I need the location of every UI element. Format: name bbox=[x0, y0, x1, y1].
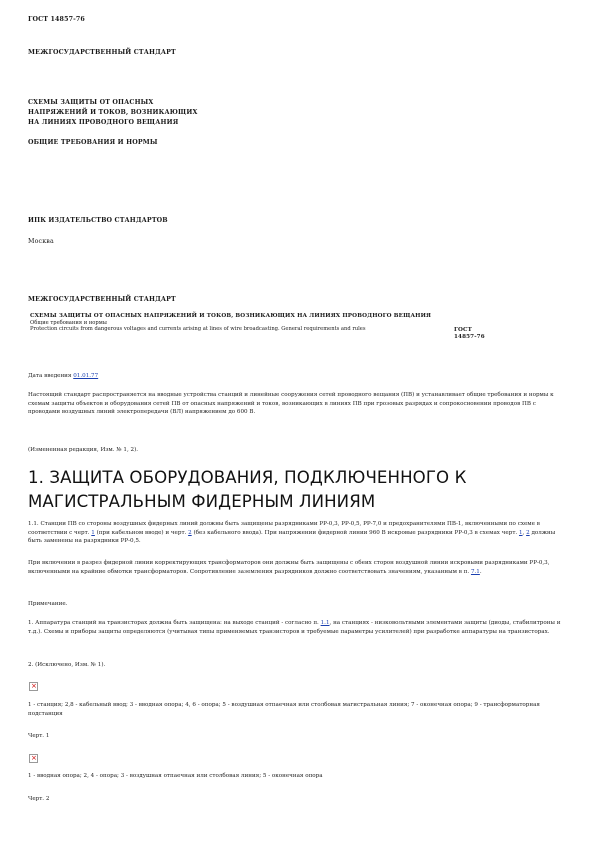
p1-1-text: (при кабельном вводе) и черт. bbox=[96, 529, 187, 536]
transformer-text: При включении в разрез фидерной линии корректирующих трансформаторов они должны быть защищены с обеих сторон воздушной линии искровыми разрядниками РР-0,3, включенными на крайние обмотки трансформаторов. Сопротивление заземления разрядников должно соответствовать значениям, указанным в п. bbox=[28, 560, 550, 575]
p1-1-text: должны быть заменены на разрядники РР-0,5. bbox=[28, 529, 556, 545]
clause-1-1-link[interactable]: 1.1 bbox=[320, 620, 330, 626]
figure-2-label: Черт. 2 bbox=[28, 796, 50, 802]
fig-2-link[interactable]: 2 bbox=[188, 529, 192, 536]
doc-title-line: НА ЛИНИЯХ ПРОВОДНОГО ВЕЩАНИЯ bbox=[28, 118, 179, 126]
header-english-title: Protection circuits from dangerous voltages and currents arising at lines of wire broadcasting. General requirements and rules bbox=[30, 326, 366, 332]
doc-subtitle: ОБЩИЕ ТРЕБОВАНИЯ И НОРМЫ bbox=[28, 139, 158, 146]
note-text-part: 1. Аппаратура станций на транзисторах должна быть защищена: на выходе станций - согласно п. bbox=[28, 620, 319, 626]
fig-1-link[interactable]: 1 bbox=[91, 529, 95, 536]
doc-code: ГОСТ 14857-76 bbox=[28, 16, 85, 23]
standard-header-table bbox=[28, 313, 533, 340]
revision-note: (Измененная редакция, Изм. № 1, 2). bbox=[28, 447, 139, 453]
note-text bbox=[28, 619, 568, 636]
header-title: СХЕМЫ ЗАЩИТЫ ОТ ОПАСНЫХ НАПРЯЖЕНИЙ И ТОКОВ, ВОЗНИКАЮЩИХ НА ЛИНИЯХ ПРОВОДНОГО ВЕЩАНИЯ bbox=[30, 313, 432, 319]
header-subtitle: Общие требования и нормы bbox=[30, 319, 107, 326]
city: Москва bbox=[28, 238, 54, 245]
note-text-part: , на станциях - низковольтными элементами защиты (диоды, стабилитроны и т.д.). Схемы и приборы защиты определяются (учитывая типы применяемых транзисторов и требуемые параметры усилителей) при разработке аппаратуры на транзисторах. bbox=[28, 620, 561, 635]
header-gost-number: 14857-76 bbox=[454, 333, 485, 340]
publisher: ИПК ИЗДАТЕЛЬСТВО СТАНДАРТОВ bbox=[28, 217, 168, 224]
figure-1-label: Черт. 1 bbox=[28, 733, 50, 739]
fig-2-link[interactable]: 2 bbox=[526, 529, 530, 536]
p1-1-text: , bbox=[522, 529, 525, 536]
doc-title-line: НАПРЯЖЕНИЙ И ТОКОВ, ВОЗНИКАЮЩИХ bbox=[28, 108, 198, 116]
interstate-standard-label-2: МЕЖГОСУДАРСТВЕННЫЙ СТАНДАРТ bbox=[28, 296, 176, 303]
intro-date-label: Дата введения bbox=[28, 373, 72, 379]
p1-1-text: 1.1. Станции ПВ со стороны воздушных фидерных линий должны быть защищены разрядниками РР-0,3, РР-0,5, РР-7,0 и предохранителями ПВ-1, включенными по схеме в соответствии с черт. bbox=[28, 521, 540, 536]
figure-2-caption: 1 - вводная опора; 2, 4 - опора; 3 - воздушная отпаечная или столбовая линия; 5 - оконечная опора bbox=[28, 773, 323, 779]
p1-1-text: (без кабельного ввода). При напряжении фидерной линии 960 В искровые разрядники РР-0,3 в схемах черт. bbox=[193, 529, 518, 536]
clause-7-1-link[interactable]: 7.1 bbox=[470, 568, 480, 575]
paragraph-transformer bbox=[28, 559, 568, 576]
intro-date-link[interactable]: 01.01.77 bbox=[73, 373, 99, 379]
doc-title-line: СХЕМЫ ЗАЩИТЫ ОТ ОПАСНЫХ bbox=[28, 99, 154, 106]
header-gost-label: ГОСТ bbox=[454, 327, 472, 333]
intro-date bbox=[28, 372, 568, 381]
doc-title bbox=[28, 98, 197, 127]
note-label: Примечание. bbox=[28, 601, 68, 607]
intro-paragraph: Настоящий стандарт распространяется на вводные устройства станций и линейные сооружения сетей проводного вещания (ПВ) и устанавливает общие требования и нормы к схемам защиты объектов и оборудования сетей ПВ от опасных напряжений и токов, возникающих в линиях ПВ при грозовых разрядах и сопрокосновении проводов ПВ с проводами воздушных линий электропередачи (ВЛ) напряжением до 600 В. bbox=[28, 392, 554, 416]
section-1-heading: 1. ЗАЩИТА ОБОРУДОВАНИЯ, ПОДКЛЮЧЕННОГО К МАГИСТРАЛЬНЫМ ФИДЕРНЫМ ЛИНИЯМ bbox=[28, 468, 467, 511]
note-2: 2. (Исключено, Изм. № 1). bbox=[28, 662, 106, 668]
broken-image-icon: × bbox=[31, 754, 37, 762]
broken-image-icon: × bbox=[31, 682, 37, 690]
fig-1-link[interactable]: 1 bbox=[518, 529, 523, 536]
transformer-text: . bbox=[479, 568, 482, 575]
figure-1-caption: 1 - станция; 2,8 - кабельный ввод; 3 - вводная опора; 4, 6 - опора; 5 - воздушная отпаечная или столбовая магистральная линия; 7 - оконечная опора; 9 - трансформаторная подстанция bbox=[28, 702, 540, 717]
interstate-standard-label: МЕЖГОСУДАРСТВЕННЫЙ СТАНДАРТ bbox=[28, 49, 176, 56]
paragraph-1-1 bbox=[28, 520, 568, 546]
